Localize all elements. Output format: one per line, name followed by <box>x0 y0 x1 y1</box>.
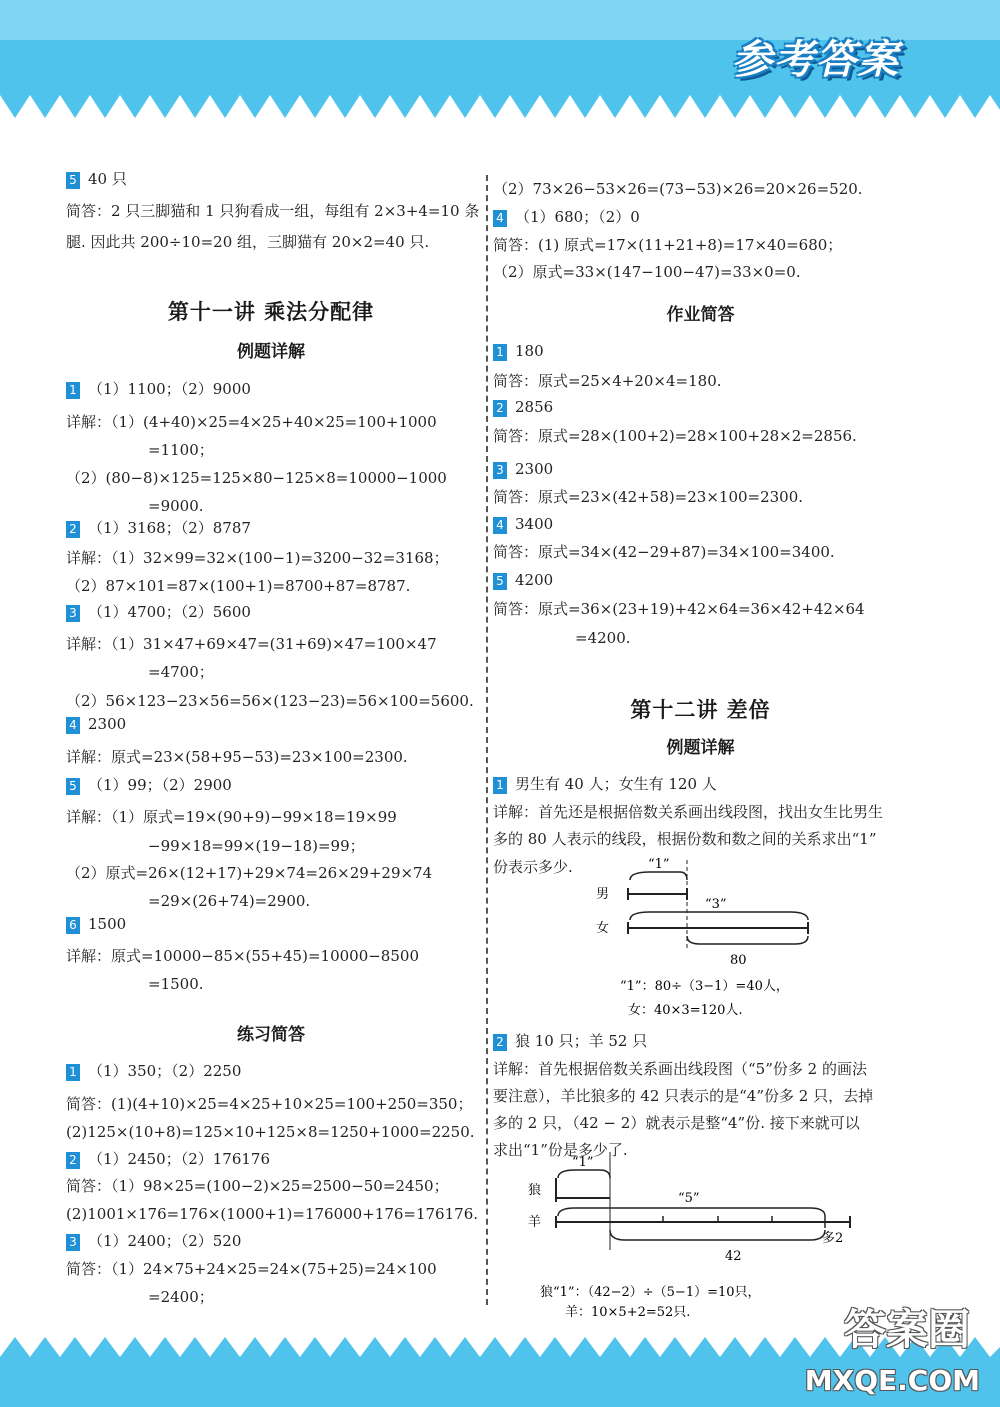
line-text: 详解：原式=23×(58+95−53)=23×100=2300. <box>66 748 408 766</box>
line-text: （1）2450；（2）176176 <box>88 1150 271 1168</box>
problem-answer <box>493 208 640 227</box>
problem-answer <box>493 571 553 590</box>
line-text: 简答：(1) 原式=17×(11+21+8)=17×40=680； <box>493 236 843 254</box>
diagram2-sheep-label: 羊 <box>528 1215 542 1230</box>
diagram2-label-five: “5” <box>678 1191 700 1206</box>
line-text: （1）350；（2）2250 <box>88 1062 242 1080</box>
explanation-line <box>493 543 835 561</box>
line-text: 作业简答 <box>666 305 735 325</box>
explanation-line <box>493 263 801 281</box>
line-text: 详解：首先根据倍数关系画出线段图（“5”份多 2 的画法 <box>493 1060 867 1078</box>
line-text: 份表示多少. <box>493 858 573 876</box>
diagram2-diff: 42 <box>725 1249 742 1264</box>
diagram2-wolf-label: 狼 <box>528 1183 542 1198</box>
line-text: 例题详解 <box>666 738 735 758</box>
line-text: =1500. <box>148 975 204 993</box>
section-heading <box>66 342 476 362</box>
problem-answer <box>493 515 553 534</box>
diagram1-calc2: 女：40×3=120人. <box>628 1003 743 1018</box>
line-text: 要注意），羊比狼多的 42 只表示的是“4”份多 2 只，去掉 <box>493 1087 874 1105</box>
problem-answer <box>493 460 553 479</box>
line-text: 简答：原式=23×(42+58)=23×100=2300. <box>493 488 804 506</box>
problem-number-badge: 5 <box>493 573 507 590</box>
diagram2-calc2: 羊：10×5+2=52只. <box>565 1305 691 1320</box>
line-text: =9000. <box>148 497 204 515</box>
problem-answer <box>493 775 717 794</box>
section-heading <box>493 305 908 325</box>
diagram1-label-one: “1” <box>648 857 670 872</box>
line-text: （2）56×123−23×56=56×(123−23)=56×100=5600. <box>66 692 474 710</box>
line-text: 简答：（1）98×25=(100−2)×25=2500−50=2450； <box>66 1177 449 1195</box>
section-heading <box>493 738 908 758</box>
diagram1-calc1: “1”：80÷（3−1）=40人， <box>620 979 789 994</box>
explanation-line <box>493 372 722 390</box>
problem-number-badge: 1 <box>493 344 507 361</box>
problem-answer <box>66 603 251 622</box>
explanation-line <box>493 1060 867 1078</box>
problem-number-badge: 6 <box>66 917 80 934</box>
problem-number-badge: 1 <box>493 777 507 794</box>
explanation-line <box>493 629 631 647</box>
line-text: 腿. 因此共 200÷10=20 组，三脚猫有 20×2=40 只. <box>66 233 430 251</box>
explanation-line <box>66 577 410 595</box>
diagram1-label-three: “3” <box>705 897 727 912</box>
problem-answer <box>66 715 126 734</box>
line-text: （2）73×26−53×26=(73−53)×26=20×26=520. <box>493 180 863 198</box>
watermark-logo: 答案圈 <box>843 1305 970 1354</box>
problem-answer <box>493 398 553 417</box>
problem-answer <box>66 519 251 538</box>
column-divider <box>486 175 488 1305</box>
explanation-line <box>66 663 214 681</box>
line-text: 简答：原式=25×4+20×4=180. <box>493 372 722 390</box>
explanation-line <box>66 1205 478 1223</box>
line-text: 简答：原式=36×(23+19)+42×64=36×42+42×64 <box>493 600 865 618</box>
line-text: =29×(26+74)=2900. <box>148 892 311 910</box>
explanation-line <box>66 864 432 882</box>
explanation-line <box>493 803 883 821</box>
line-text: 详解：（1）32×99=32×(100−1)=3200−32=3168； <box>66 549 449 567</box>
problem-number-badge: 2 <box>66 521 80 538</box>
line-text: =2400； <box>148 1288 214 1306</box>
diagram1-diff: 80 <box>730 953 747 968</box>
line-text: 第十二讲 差倍 <box>630 698 771 722</box>
explanation-line <box>66 1177 449 1195</box>
line-text: （2）87×101=87×(100+1)=8700+87=8787. <box>66 577 411 595</box>
diagram-boys-girls <box>590 850 850 1020</box>
watermark-url: MXQE.COM <box>804 1364 980 1397</box>
explanation-line <box>66 947 419 965</box>
line-text: −99×18=99×(19−18)=99； <box>148 837 365 855</box>
line-text: （1）2400；（2）520 <box>88 1232 242 1250</box>
line-text: 简答：(1)(4+10)×25=4×25+10×25=100+250=350； <box>66 1095 473 1113</box>
explanation-line <box>66 1288 214 1306</box>
line-text: =4200. <box>575 629 631 647</box>
line-text: 2300 <box>88 715 127 733</box>
explanation-line <box>66 469 447 487</box>
line-text: =1100； <box>148 441 214 459</box>
problem-answer <box>493 1032 647 1051</box>
diagram2-calc1: 狼“1”：（42−2）÷（5−1）=10只， <box>540 1285 761 1300</box>
problem-answer <box>66 1062 241 1081</box>
line-text: 狼 10 只；羊 52 只 <box>515 1032 648 1050</box>
line-text: （1）1100；（2）9000 <box>88 380 251 398</box>
explanation-line <box>66 692 474 710</box>
section-heading <box>66 300 476 325</box>
explanation-line <box>66 202 479 220</box>
line-text: 多的 80 人表示的线段，根据份数和数之间的关系求出“1” <box>493 830 877 848</box>
problem-number-badge: 3 <box>493 462 507 479</box>
problem-answer <box>66 776 232 795</box>
explanation-line <box>66 413 437 431</box>
problem-number-badge: 1 <box>66 382 80 399</box>
line-text: 1500 <box>88 915 127 933</box>
line-text: 详解：（1）(4+40)×25=4×25+40×25=100+1000 <box>66 413 437 431</box>
problem-number-badge: 3 <box>66 1234 80 1251</box>
line-text: 简答：原式=34×(42−29+87)=34×100=3400. <box>493 543 835 561</box>
explanation-line <box>493 858 573 876</box>
problem-number-badge: 2 <box>493 400 507 417</box>
diagram1-boy-label: 男 <box>596 887 610 902</box>
line-text: 简答：（1）24×75+24×25=24×(75+25)=24×100 <box>66 1260 437 1278</box>
problem-number-badge: 3 <box>66 605 80 622</box>
diagram2-extra: 多2 <box>822 1231 844 1246</box>
line-text: 简答：2 只三脚猫和 1 只狗看成一组，每组有 2×3+4=10 条 <box>66 202 480 220</box>
line-text: 详解：原式=10000−85×(55+45)=10000−8500 <box>66 947 419 965</box>
explanation-line <box>493 1087 873 1105</box>
line-text: 详解：（1）31×47+69×47=(31+69)×47=100×47 <box>66 635 437 653</box>
line-text: 4200 <box>515 571 554 589</box>
explanation-line <box>493 600 865 618</box>
problem-number-badge: 4 <box>493 210 507 227</box>
header-logo: 参考答案 <box>732 37 900 83</box>
explanation-line <box>66 975 204 993</box>
line-text: （2）原式=26×(12+17)+29×74=26×29+29×74 <box>66 864 433 882</box>
line-text: （2）原式=33×(147−100−47)=33×0=0. <box>493 263 801 281</box>
line-text: 2856 <box>515 398 554 416</box>
line-text: 3400 <box>515 515 554 533</box>
problem-number-badge: 1 <box>66 1064 80 1081</box>
line-text: 简答：原式=28×(100+2)=28×100+28×2=2856. <box>493 427 857 445</box>
explanation-line <box>493 1114 860 1132</box>
line-text: 详解：首先还是根据倍数关系画出线段图，找出女生比男生 <box>493 803 884 821</box>
problem-answer <box>66 1232 241 1251</box>
problem-number-badge: 4 <box>66 717 80 734</box>
problem-answer <box>66 1150 270 1169</box>
problem-number-badge: 2 <box>66 1152 80 1169</box>
explanation-line <box>66 892 310 910</box>
line-text: (2)1001×176=176×(1000+1)=176000+176=176176. <box>66 1205 479 1223</box>
problem-answer <box>66 380 251 399</box>
problem-number-badge: 5 <box>66 778 80 795</box>
problem-number-badge: 5 <box>66 172 80 189</box>
line-text: （2）(80−8)×125=125×80−125×8=10000−1000 <box>66 469 447 487</box>
line-text: 多的 2 只，（42 − 2）就表示是整“4”份. 接下来就可以 <box>493 1114 860 1132</box>
line-text: 2300 <box>515 460 554 478</box>
explanation-line <box>66 441 214 459</box>
line-text: 180 <box>515 342 544 360</box>
explanation-line <box>66 233 429 251</box>
explanation-line <box>66 549 449 567</box>
explanation-line <box>66 1123 475 1141</box>
line-text: 求出“1”份是多少了. <box>493 1141 628 1159</box>
line-text: （1）99；（2）2900 <box>88 776 232 794</box>
explanation-line <box>66 837 365 855</box>
problem-number-badge: 2 <box>493 1034 507 1051</box>
explanation-line <box>66 1260 437 1278</box>
line-text: 练习简答 <box>237 1025 305 1045</box>
explanation-line <box>66 635 437 653</box>
explanation-line <box>493 830 877 848</box>
section-heading <box>66 1025 476 1045</box>
problem-number-badge: 4 <box>493 517 507 534</box>
problem-answer <box>493 342 544 361</box>
section-heading <box>493 698 908 723</box>
explanation-line <box>493 427 857 445</box>
diagram2-label-one: “1” <box>572 1155 594 1170</box>
explanation-line <box>66 1095 472 1113</box>
problem-answer <box>66 915 126 934</box>
line-text: 男生有 40 人；女生有 120 人 <box>515 775 717 793</box>
line-text: （1）4700；（2）5600 <box>88 603 251 621</box>
problem-answer <box>66 170 127 189</box>
line-text: 例题详解 <box>237 342 305 362</box>
explanation-line <box>66 748 408 766</box>
line-text: 第十一讲 乘法分配律 <box>167 300 375 324</box>
explanation-line <box>66 497 204 515</box>
explanation-line <box>66 808 397 826</box>
explanation-line <box>493 236 842 254</box>
diagram1-girl-label: 女 <box>596 921 610 936</box>
explanation-line <box>493 180 863 198</box>
line-text: （1）3168；（2）8787 <box>88 519 251 537</box>
line-text: 40 只 <box>88 170 127 188</box>
diagram-wolf-sheep <box>520 1150 880 1325</box>
explanation-line <box>493 488 803 506</box>
line-text: 详解：（1）原式=19×(90+9)−99×18=19×99 <box>66 808 397 826</box>
line-text: =4700； <box>148 663 214 681</box>
line-text: (2)125×(10+8)=125×10+125×8=1250+1000=2250. <box>66 1123 475 1141</box>
line-text: （1）680；（2）0 <box>515 208 640 226</box>
